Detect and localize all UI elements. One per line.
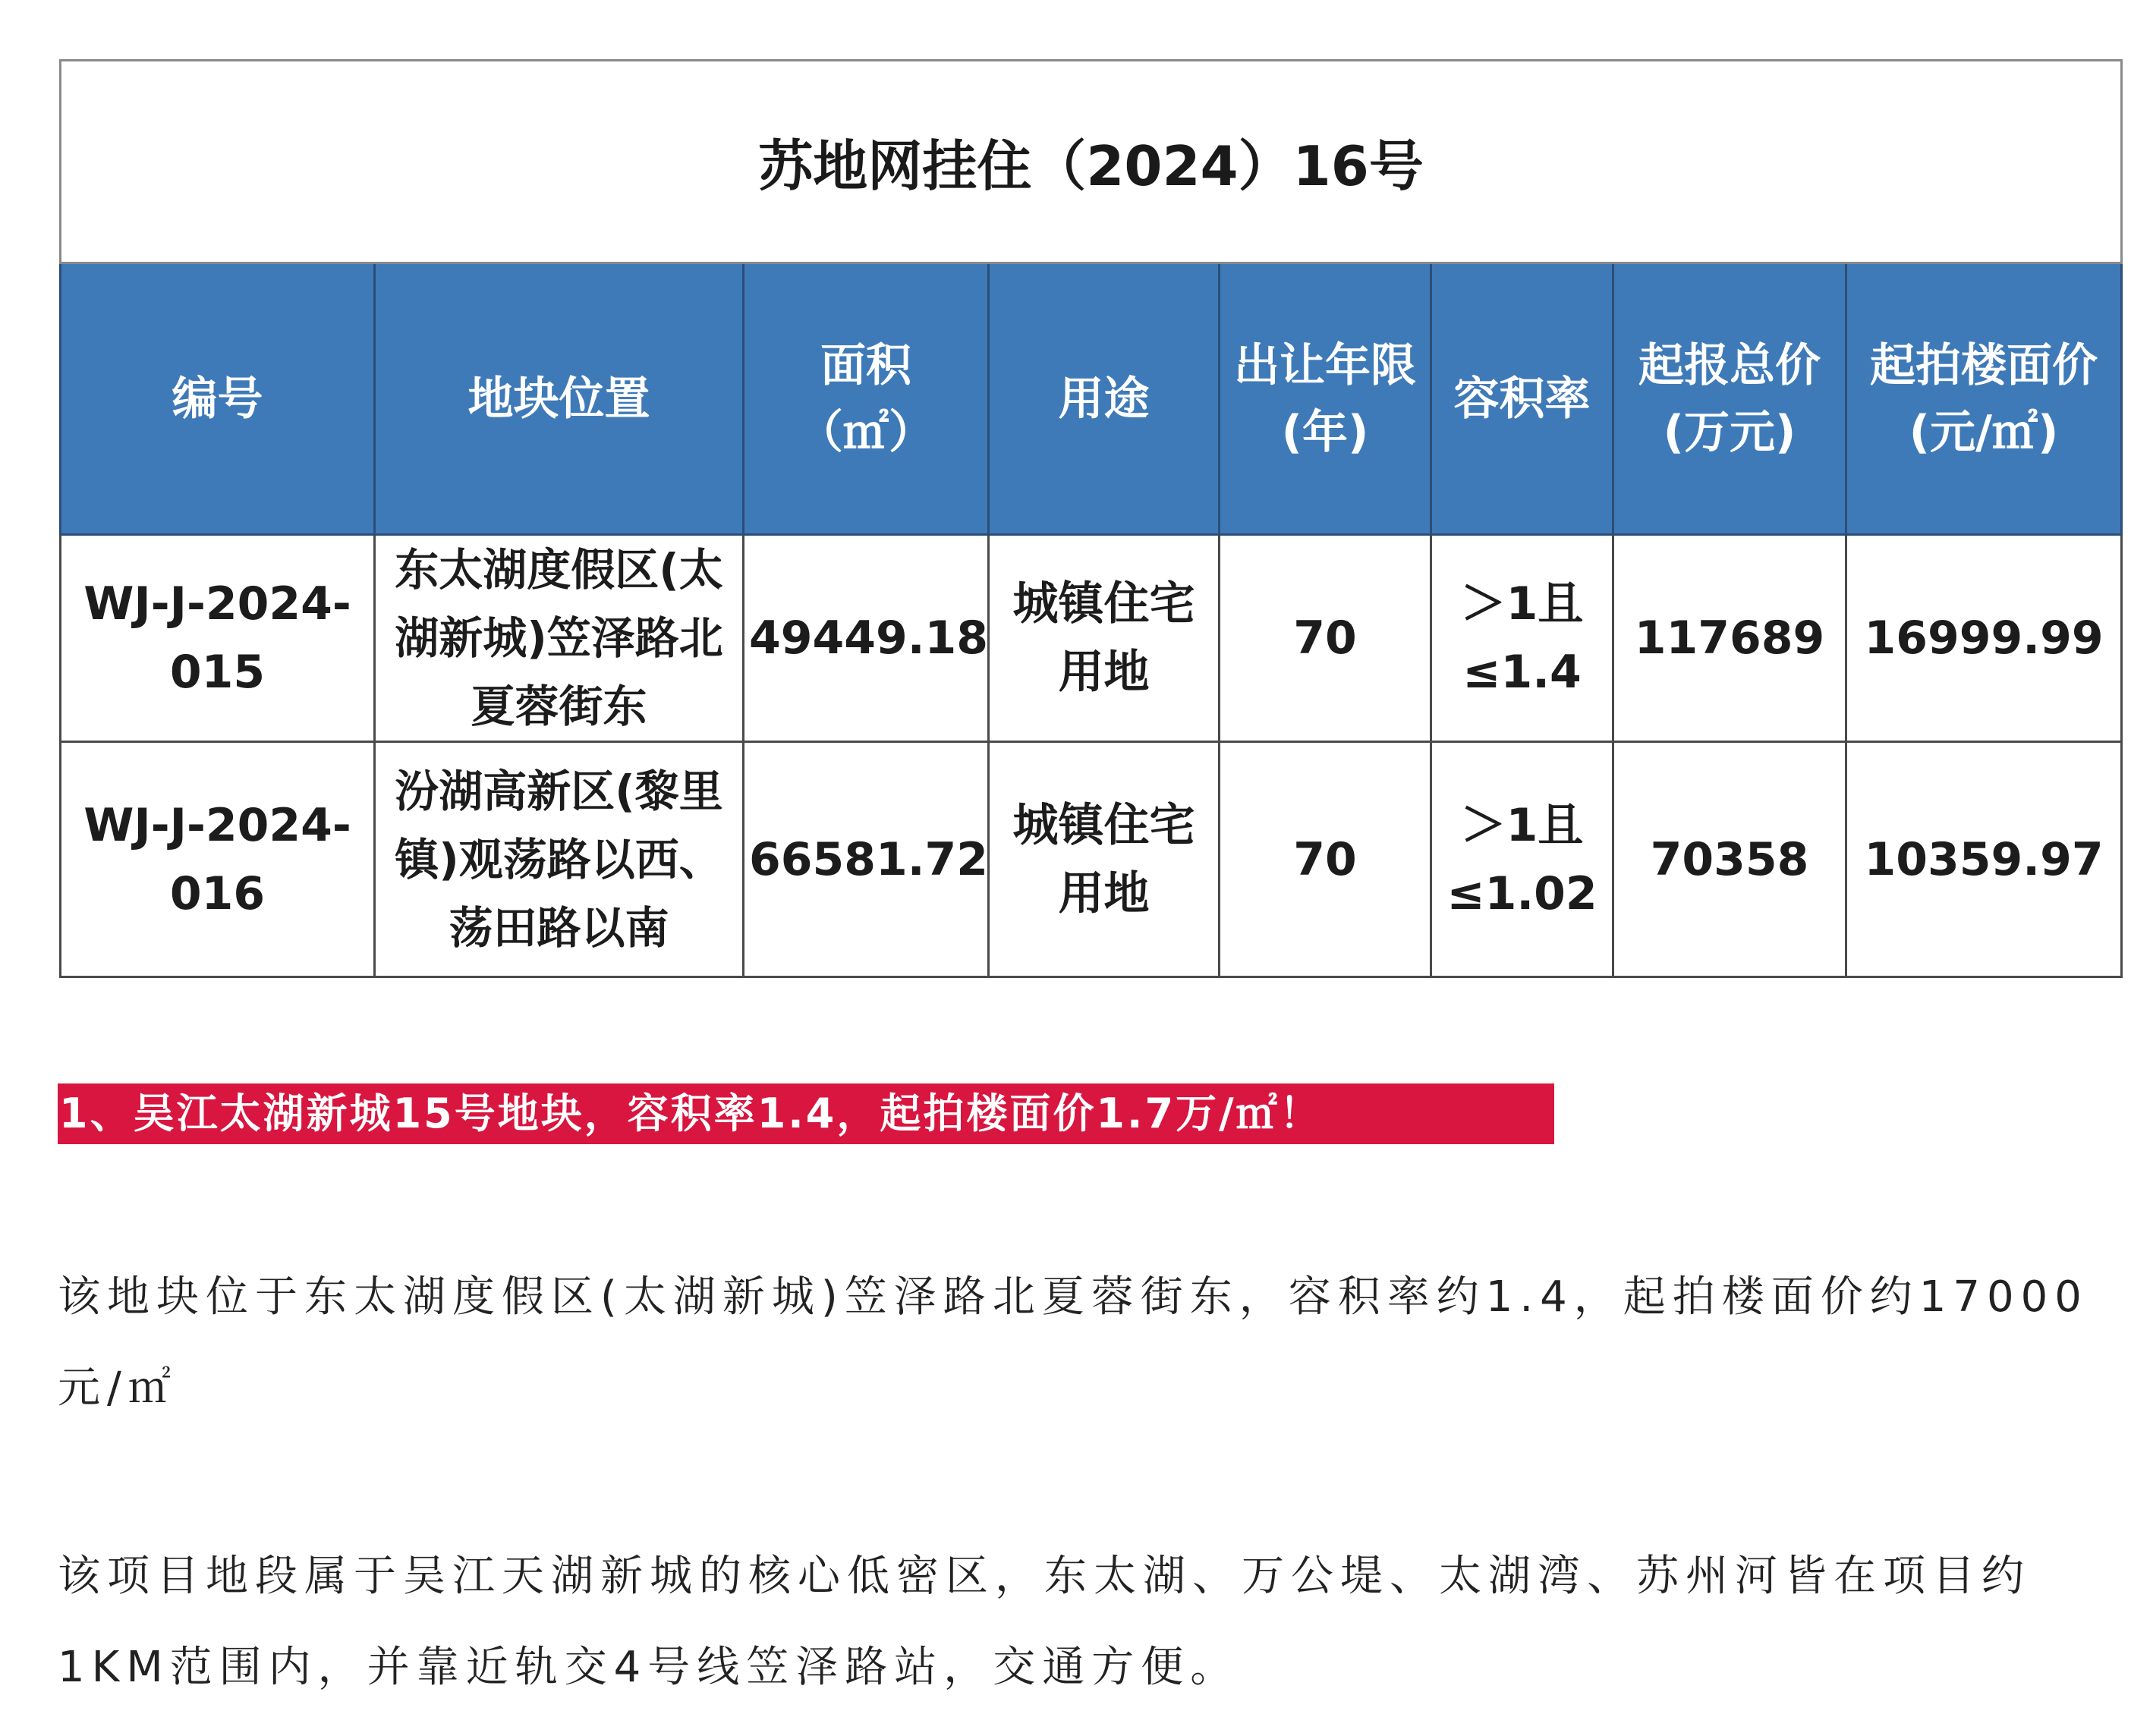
cell-area: 49449.18 <box>744 535 989 742</box>
header-far: 容积率 <box>1431 263 1613 535</box>
cell-use: 城镇住宅用地 <box>989 742 1220 977</box>
table-row <box>61 742 2122 977</box>
land-table <box>59 59 2123 978</box>
header-id: 编号 <box>61 263 375 535</box>
cell-use: 城镇住宅用地 <box>989 535 1220 742</box>
paragraph-location: 该地块位于东太湖度假区(太湖新城)笠泽路北夏蓉街东，容积率约1.4，起拍楼面价约17000元/㎡ <box>58 1272 2089 1413</box>
table-row <box>61 535 2122 742</box>
cell-term: 70 <box>1220 535 1431 742</box>
cell-far: ＞1且≤1.02 <box>1431 742 1613 977</box>
table-header-row <box>61 263 2122 535</box>
header-use: 用途 <box>989 263 1220 535</box>
header-term: 出让年限 (年) <box>1220 263 1431 535</box>
cell-floor-price: 16999.99 <box>1846 535 2122 742</box>
cell-location: 东太湖度假区(太湖新城)笠泽路北夏蓉街东 <box>375 535 744 742</box>
cell-total-price: 70358 <box>1613 742 1846 977</box>
cell-far: ＞1且≤1.4 <box>1431 535 1613 742</box>
cell-floor-price: 10359.97 <box>1846 742 2122 977</box>
highlight-heading: 1、吴江太湖新城15号地块，容积率1.4，起拍楼面价1.7万/㎡！ <box>58 1083 1554 1144</box>
header-area: 面积 （㎡） <box>744 263 989 535</box>
cell-term: 70 <box>1220 742 1431 977</box>
cell-id: WJ-J-2024-016 <box>61 742 375 977</box>
header-total-price: 起报总价 (万元) <box>1613 263 1846 535</box>
cell-id: WJ-J-2024-015 <box>61 535 375 742</box>
header-location: 地块位置 <box>375 263 744 535</box>
cell-area: 66581.72 <box>744 742 989 977</box>
cell-total-price: 117689 <box>1613 535 1846 742</box>
cell-location: 汾湖高新区(黎里镇)观荡路以西、荡田路以南 <box>375 742 744 977</box>
header-floor-price: 起拍楼面价 (元/㎡) <box>1846 263 2122 535</box>
paragraph-project: 该项目地段属于吴江天湖新城的核心低密区，东太湖、万公堤、太湖湾、苏州河皆在项目约1KM范围内，并靠近轨交4号线笠泽路站，交通方便。 <box>58 1552 2031 1692</box>
table-title: 苏地网挂住（2024）16号 <box>61 61 2122 263</box>
